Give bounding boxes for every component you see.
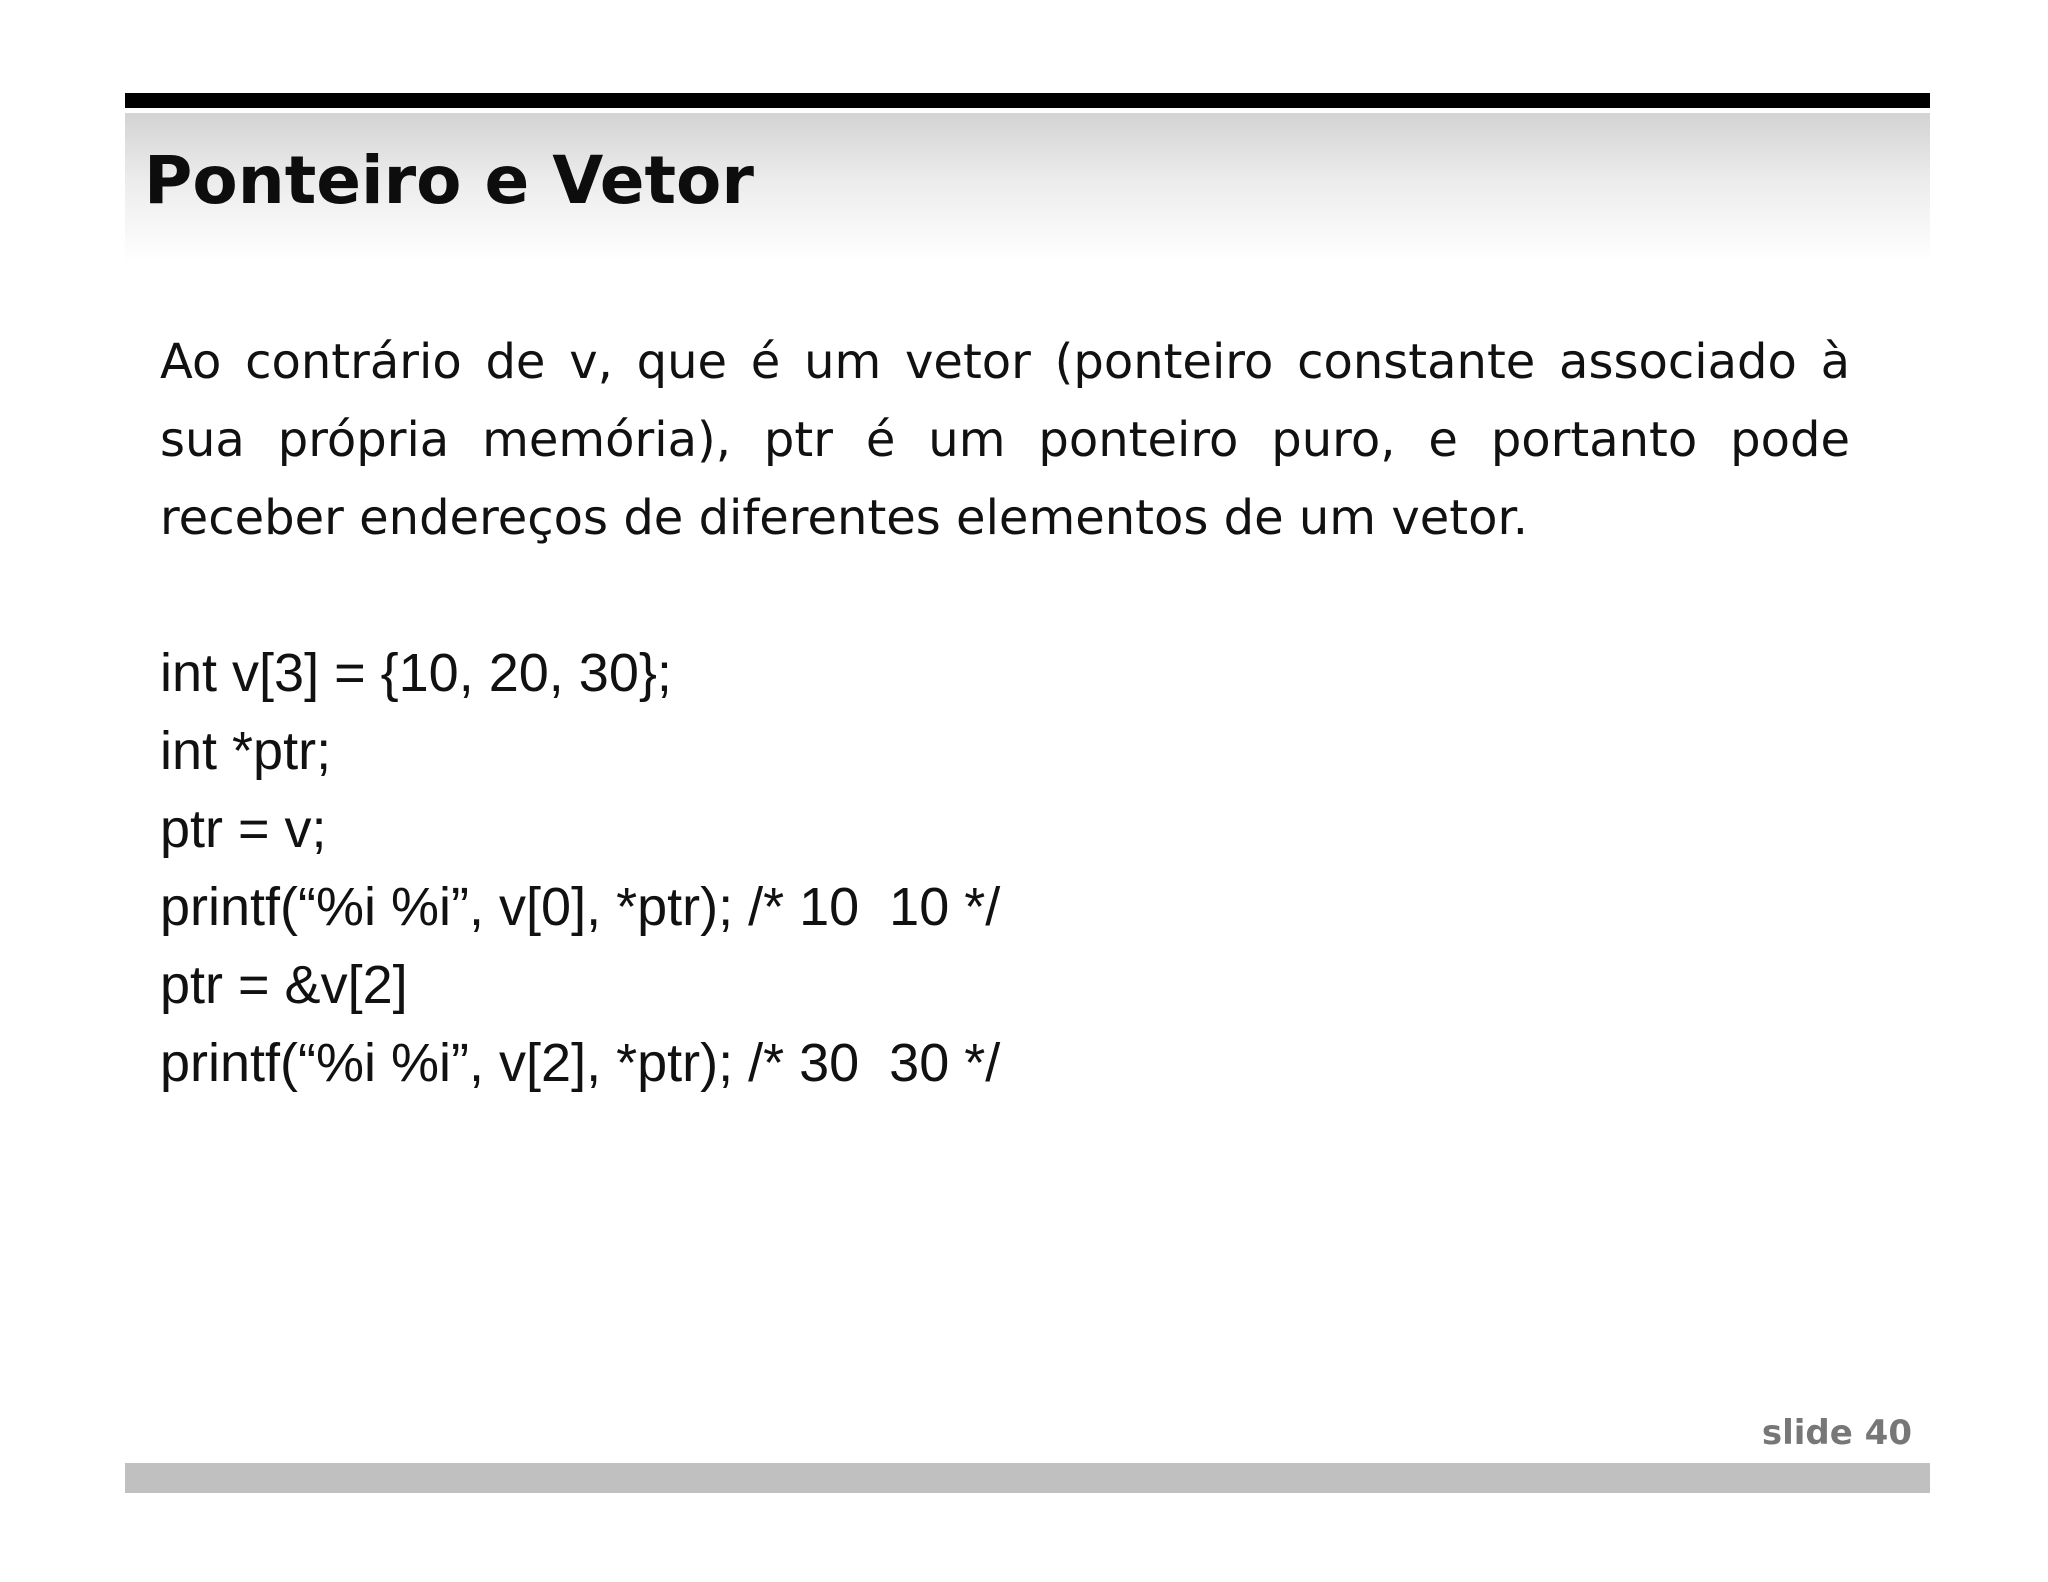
slide-number: slide 40 <box>1761 1413 1912 1453</box>
body-paragraph: Ao contrário de v, que é um vetor (ponteiro constante associado à sua própria memória), ptr é um ponteiro puro, e portanto pode receber endereços de diferentes elementos de um vetor. <box>160 334 1850 546</box>
top-rule <box>125 93 1930 108</box>
code-block <box>160 634 1000 1102</box>
code-line: int *ptr; <box>160 721 332 781</box>
code-line: printf(“%i %i”, v[2], *ptr); /* 30 30 */ <box>160 1033 1001 1093</box>
code-line: int v[3] = {10, 20, 30}; <box>160 643 672 703</box>
slide-title: Ponteiro e Vetor <box>144 142 754 219</box>
bottom-bar <box>125 1463 1930 1493</box>
code-line: ptr = v; <box>160 799 327 859</box>
code-line: ptr = &v[2] <box>160 955 408 1015</box>
code-line: printf(“%i %i”, v[0], *ptr); /* 10 10 */ <box>160 877 1001 937</box>
